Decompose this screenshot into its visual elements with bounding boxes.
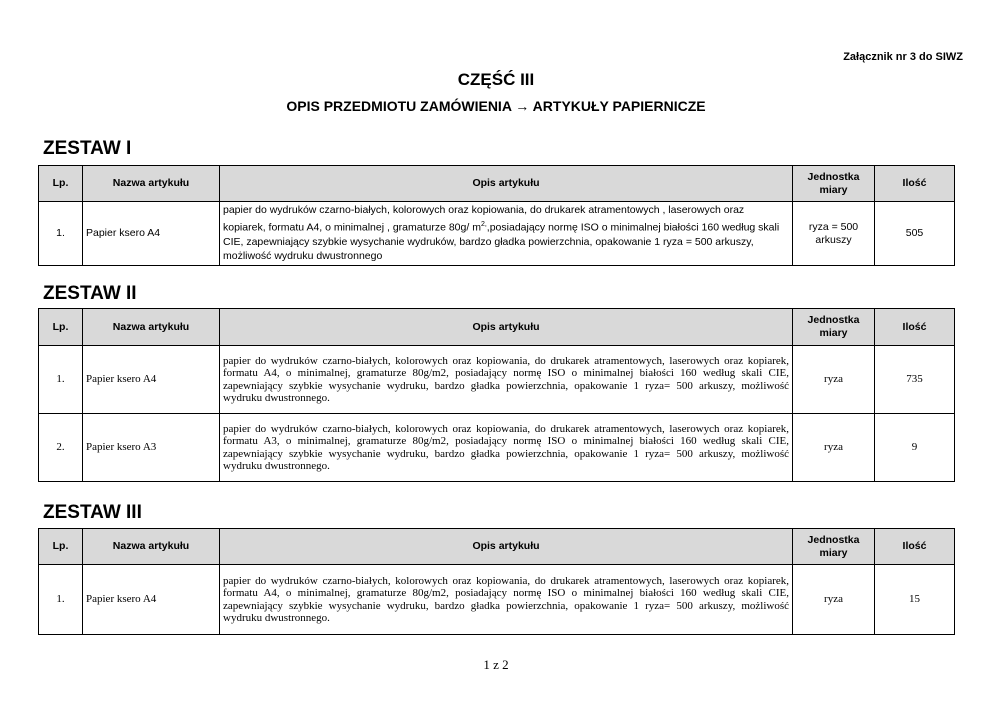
cell-unit: ryza bbox=[793, 565, 875, 635]
table-row bbox=[39, 202, 955, 266]
cell-qty: 15 bbox=[875, 565, 955, 635]
col-header-lp: Lp. bbox=[39, 529, 83, 565]
cell-lp: 1. bbox=[39, 346, 83, 414]
col-header-unit: Jednostka miary bbox=[793, 166, 875, 202]
page-subtitle: OPIS PRZEDMIOTU ZAMÓWIENIA → ARTYKUŁY PAPIERNICZE bbox=[286, 98, 706, 114]
col-header-desc: Opis artykułu bbox=[220, 529, 793, 565]
cell-desc: papier do wydruków czarno-białych, kolorowych oraz kopiowania, do drukarek atramentowych, laserowych oraz kopiarek, formatu A4, o minimalnej, gramaturze 80g/m2, posiadający normę ISO o minimalnej białości 160 według skali CIE, zapewniający szybkie wysychanie wydruku, bardzo gładka powierzchnia, opakowanie 1 ryza= 500 arkuszy, możliwość wydruku dwustronnego. bbox=[220, 565, 793, 635]
set-table-1 bbox=[38, 165, 955, 266]
table-row bbox=[39, 565, 955, 635]
cell-qty: 505 bbox=[875, 202, 955, 266]
cell-name: Papier ksero A3 bbox=[83, 414, 220, 482]
table-header-row bbox=[39, 309, 955, 346]
cell-name: Papier ksero A4 bbox=[83, 565, 220, 635]
cell-qty: 735 bbox=[875, 346, 955, 414]
cell-desc: papier do wydruków czarno-białych, kolorowych oraz kopiowania, do drukarek atramentowych , laserowych oraz kopiarek, formatu A4, o minimalnej , gramaturze 80g/ $m^{2,},posiadający$ normę ISO o minimalnej białości 160 według skali CIE, zapewniający szybkie wysychanie wydruków, bardzo gładka powierzchnia, opakowanie 1 ryza = 500 arkuszy, możliwość wydruku dwustronnego bbox=[220, 202, 793, 266]
col-header-qty: Ilość bbox=[875, 309, 955, 346]
set-title-2: ZESTAW II bbox=[43, 283, 137, 304]
cell-unit: ryza = 500 arkuszy bbox=[793, 202, 875, 266]
col-header-name: Nazwa artykułu bbox=[83, 166, 220, 202]
page-title: CZĘŚĆ III bbox=[457, 70, 535, 89]
col-header-unit: Jednostka miary bbox=[793, 309, 875, 346]
table-row bbox=[39, 414, 955, 482]
cell-desc: papier do wydruków czarno-białych, kolorowych oraz kopiowania, do drukarek atramentowych, laserowych oraz kopiarek, formatu A3, o minimalnej, gramaturze 80g/m2, posiadający normę ISO o minimalnej białości 160 według skali CIE, zapewniający szybkie wysychanie wydruku, bardzo gładka powierzchnia, opakowanie 1 ryza= 500 arkuszy, możliwość wydruku dwustronnego. bbox=[220, 414, 793, 482]
col-header-desc: Opis artykułu bbox=[220, 309, 793, 346]
cell-unit: ryza bbox=[793, 414, 875, 482]
col-header-lp: Lp. bbox=[39, 166, 83, 202]
page-number: 1 z 2 bbox=[483, 657, 509, 672]
cell-name: Papier ksero A4 bbox=[83, 202, 220, 266]
col-header-qty: Ilość bbox=[875, 529, 955, 565]
col-header-qty: Ilość bbox=[875, 166, 955, 202]
set-table-3 bbox=[38, 528, 955, 635]
col-header-unit: Jednostka miary bbox=[793, 529, 875, 565]
col-header-name: Nazwa artykułu bbox=[83, 309, 220, 346]
cell-lp: 1. bbox=[39, 202, 83, 266]
table-header-row bbox=[39, 529, 955, 565]
cell-unit: ryza bbox=[793, 346, 875, 414]
table-header-row bbox=[39, 166, 955, 202]
table-row bbox=[39, 346, 955, 414]
cell-desc: papier do wydruków czarno-białych, kolorowych oraz kopiowania, do drukarek atramentowych, laserowych oraz kopiarek, formatu A4, o minimalnej, gramaturze 80g/m2, posiadający normę ISO o minimalnej białości 160 według skali CIE, zapewniający szybkie wysychanie wydruku, bardzo gładka powierzchnia, opakowanie 1 ryza= 500 arkuszy, możliwość wydruku dwustronnego. bbox=[220, 346, 793, 414]
set-title-3: ZESTAW III bbox=[43, 502, 142, 523]
cell-name: Papier ksero A4 bbox=[83, 346, 220, 414]
set-table-2 bbox=[38, 308, 955, 482]
col-header-lp: Lp. bbox=[39, 309, 83, 346]
cell-lp: 2. bbox=[39, 414, 83, 482]
col-header-name: Nazwa artykułu bbox=[83, 529, 220, 565]
set-title-1: ZESTAW I bbox=[43, 138, 132, 159]
cell-lp: 1. bbox=[39, 565, 83, 635]
cell-qty: 9 bbox=[875, 414, 955, 482]
col-header-desc: Opis artykułu bbox=[220, 166, 793, 202]
attachment-label: Załącznik nr 3 do SIWZ bbox=[843, 51, 963, 63]
